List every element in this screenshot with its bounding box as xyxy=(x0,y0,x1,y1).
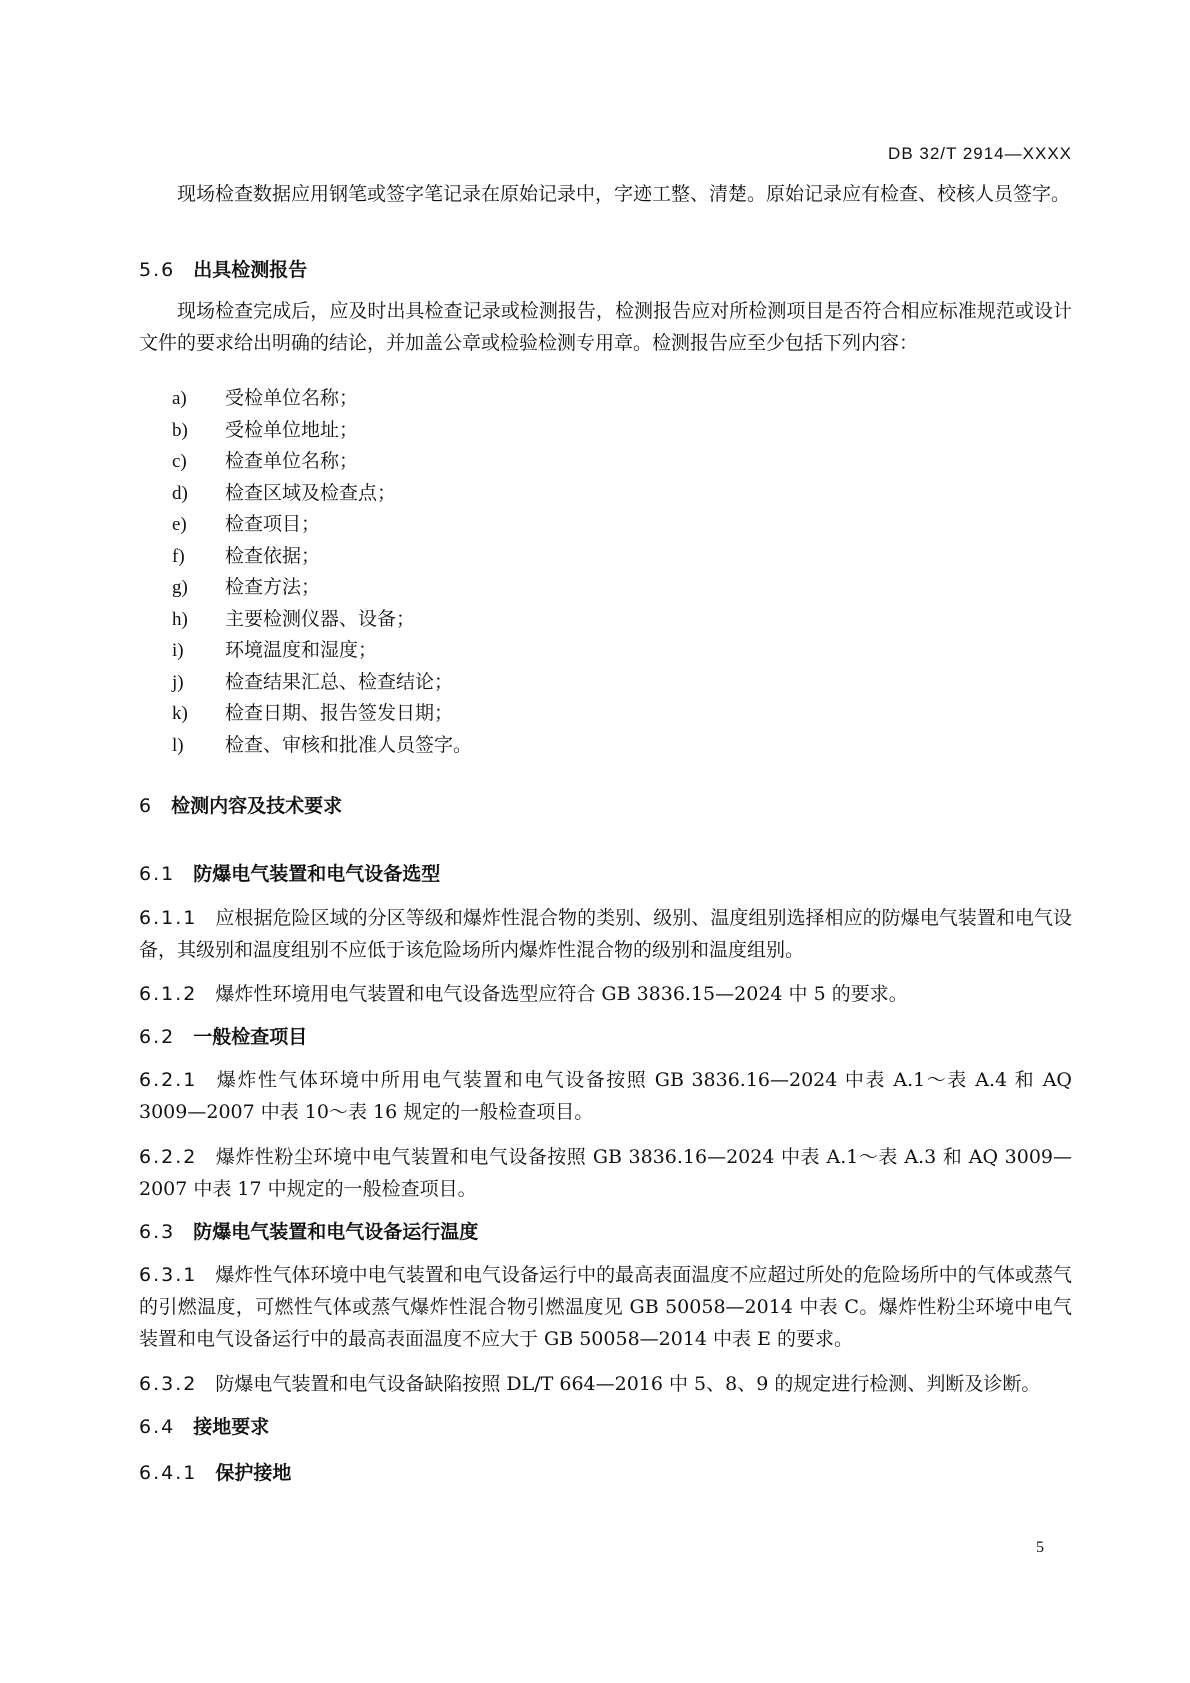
list-item-text: 受检单位地址； xyxy=(225,418,359,441)
list-item-text: 检查依据； xyxy=(225,544,321,567)
section-number: 6.4.1 xyxy=(139,1462,198,1484)
list-item-text: 受检单位名称； xyxy=(225,387,359,409)
paragraph-record-requirements: 现场检查数据应用钢笔或签字笔记录在原始记录中，字迹工整、清楚。原始记录应有检查、校核人员签字。 xyxy=(177,183,1071,205)
list-marker: e) xyxy=(172,514,187,535)
section-title: 接地要求 xyxy=(193,1416,270,1438)
list-item-text: 检查方法； xyxy=(225,576,321,598)
list-item-text: 主要检测仪器、设备； xyxy=(225,607,416,630)
list-item xyxy=(172,541,472,573)
list-item xyxy=(172,415,472,447)
section-number: 6 xyxy=(139,795,154,817)
section-title: 保护接地 xyxy=(215,1462,292,1484)
section-number: 6.3 xyxy=(139,1221,176,1243)
list-marker: d) xyxy=(172,482,188,504)
section-number: 5.6 xyxy=(139,259,176,281)
list-item-text: 检查项目； xyxy=(225,513,321,535)
list-marker: a) xyxy=(172,388,187,409)
clause-6-1-2 xyxy=(139,978,1072,1010)
list-item xyxy=(172,509,472,541)
clause-6-3-2 xyxy=(139,1368,1072,1400)
section-number: 6.4 xyxy=(139,1416,176,1438)
list-item-text: 检查日期、报告签发日期； xyxy=(225,702,454,724)
section-number: 6.1 xyxy=(139,863,176,885)
report-contents-list xyxy=(172,383,472,761)
section-heading-6-4-1 xyxy=(139,1459,291,1487)
section-title: 出具检测报告 xyxy=(193,259,308,281)
list-marker: k) xyxy=(172,703,188,724)
clause-text: 防爆电气装置和电气设备缺陷按照 DL/T 664—2016 中 5、8、9 的规定进行检测、判断及诊断。 xyxy=(215,1373,1041,1395)
clause-number: 6.2.2 xyxy=(139,1146,198,1168)
section-heading-6-3 xyxy=(139,1218,478,1246)
clause-number: 6.3.2 xyxy=(139,1373,198,1395)
paragraph-report-issuance: 现场检查完成后，应及时出具检查记录或检测报告，检测报告应对所检测项目是否符合相应标准规范或设计文件的要求给出明确的结论，并加盖公章或检验检测专用章。检测报告应至少包括下列内容： xyxy=(139,300,1072,354)
section-heading-6-1 xyxy=(139,860,440,888)
clause-number: 6.1.1 xyxy=(139,907,198,929)
list-item-text: 检查、审核和批准人员签字。 xyxy=(225,733,473,756)
section-title: 一般检查项目 xyxy=(193,1026,308,1048)
list-item xyxy=(172,572,472,604)
clause-6-1-1 xyxy=(139,902,1072,966)
list-item-text: 检查单位名称； xyxy=(225,450,359,472)
section-title: 防爆电气装置和电气设备运行温度 xyxy=(193,1221,479,1243)
list-item xyxy=(172,478,472,510)
clause-6-2-2 xyxy=(139,1141,1072,1205)
section-number: 6.2 xyxy=(139,1026,176,1048)
clause-text: 爆炸性气体环境中所用电气装置和电气设备按照 GB 3836.16—2024 中表 A.1～表 A.4 和 AQ 3009—2007 中表 10～表 16 规定的一般检查项目。 xyxy=(139,1069,1072,1123)
section-heading-5-6 xyxy=(139,256,307,284)
list-marker: g) xyxy=(172,577,188,598)
list-item-text: 检查结果汇总、检查结论； xyxy=(225,670,454,693)
section-title: 检测内容及技术要求 xyxy=(171,795,343,817)
list-marker: h) xyxy=(172,608,188,630)
list-marker: b) xyxy=(172,419,188,441)
list-item xyxy=(172,604,472,636)
list-item xyxy=(172,446,472,478)
clause-6-2-1 xyxy=(139,1064,1072,1128)
clause-6-3-1 xyxy=(139,1259,1072,1355)
list-item xyxy=(172,383,472,415)
list-marker: c) xyxy=(172,451,187,472)
list-item xyxy=(172,698,472,730)
list-marker: i) xyxy=(172,640,184,661)
clause-text: 应根据危险区域的分区等级和爆炸性混合物的类别、级别、温度组别选择相应的防爆电气装置和电气设备，其级别和温度组别不应低于该危险场所内爆炸性混合物的级别和温度组别。 xyxy=(139,907,1072,961)
section-heading-6 xyxy=(139,792,342,820)
list-marker: l) xyxy=(172,734,184,756)
standard-code: DB 32/T 2914—XXXX xyxy=(888,144,1072,163)
list-marker: f) xyxy=(172,545,185,567)
clause-text: 爆炸性粉尘环境中电气装置和电气设备按照 GB 3836.16—2024 中表 A.1～表 A.3 和 AQ 3009—2007 中表 17 中规定的一般检查项目。 xyxy=(139,1146,1072,1200)
list-item-text: 检查区域及检查点； xyxy=(225,481,397,504)
clause-text: 爆炸性气体环境中电气装置和电气设备运行中的最高表面温度不应超过所处的危险场所中的气体或蒸气的引燃温度，可燃性气体或蒸气爆炸性混合物引燃温度见 GB 50058—2014 中表 C。爆炸性粉尘环境中电气装置和电气设备运行中的最高表面温度不应大于 GB 50058—2014 中表 E 的要求。 xyxy=(139,1264,1072,1350)
list-marker: j) xyxy=(172,671,184,693)
list-item xyxy=(172,635,472,667)
list-item-text: 环境温度和湿度； xyxy=(225,639,378,661)
list-item xyxy=(172,730,472,762)
clause-number: 6.2.1 xyxy=(139,1069,198,1091)
clause-number: 6.1.2 xyxy=(139,983,198,1005)
clause-number: 6.3.1 xyxy=(139,1264,198,1286)
clause-text: 爆炸性环境用电气装置和电气设备选型应符合 GB 3836.15—2024 中 5 的要求。 xyxy=(215,983,908,1005)
page-number: 5 xyxy=(1036,1539,1044,1556)
section-heading-6-2 xyxy=(139,1023,307,1051)
section-title: 防爆电气装置和电气设备选型 xyxy=(193,863,441,885)
section-heading-6-4 xyxy=(139,1413,269,1441)
list-item xyxy=(172,667,472,699)
